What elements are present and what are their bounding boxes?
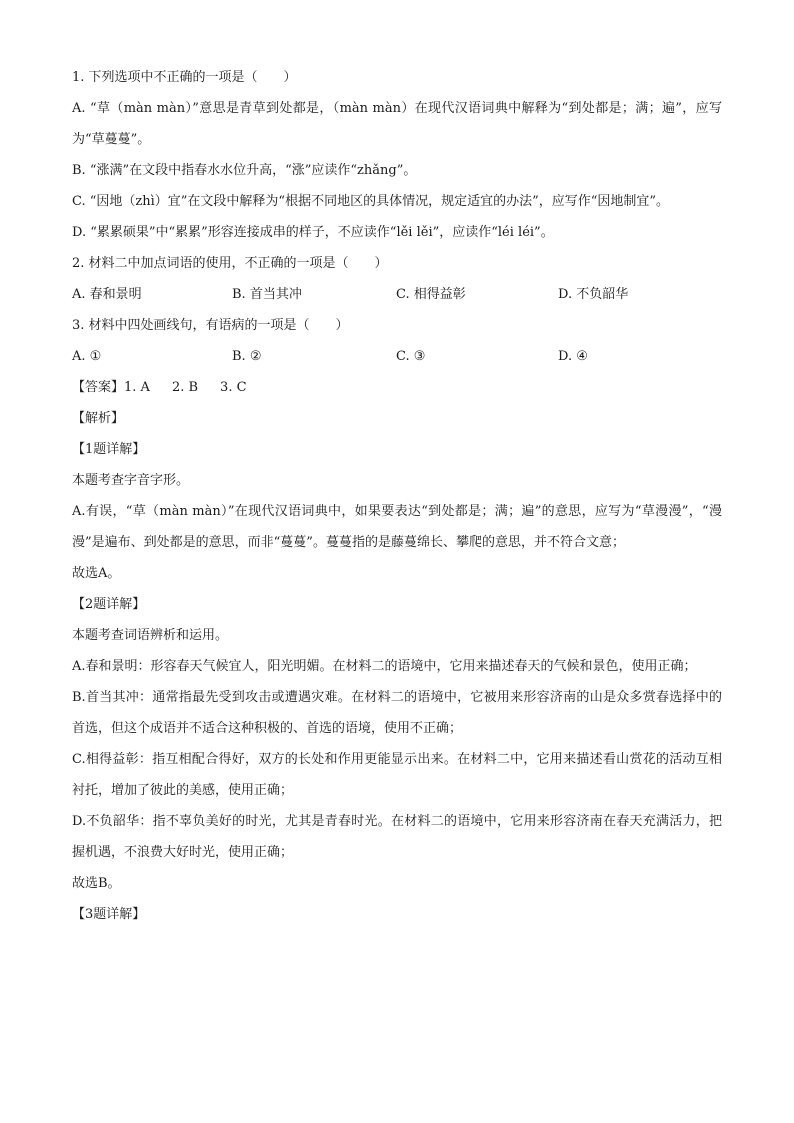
q2-options xyxy=(72,279,722,310)
q2-option-a: A. 春和景明 xyxy=(72,287,142,302)
detail-1-item-a: A.有误，“草（màn màn）”在现代汉语词典中，如果要表达“到处都是；满；遍”的意思，应写为“草漫漫”，“漫漫”是遍布、到处都是的意思，而非“蔓蔓”。蔓蔓指的是藤蔓绵长、攀爬的意思，并不符合文意； xyxy=(72,504,722,550)
detail-3-title: 【3题详解】 xyxy=(72,907,146,922)
detail-2-intro: 本题考查词语辨析和运用。 xyxy=(72,628,229,643)
detail-2-item-c: C.相得益彰：指互相配合得好，双方的长处和作用更能显示出来。在材料二中，它用来描述看山赏花的活动互相衬托，增加了彼此的美感，使用正确； xyxy=(72,752,722,798)
q1-option-b: B. “涨满”在文段中指春水水位升高，“涨”应读作“zhǎng”。 xyxy=(72,163,417,178)
q1-option-d: D. “累累硕果”中“累累”形容连接成串的样子，不应读作“lěi lěi”，应读作“léi léi”。 xyxy=(72,225,554,240)
document-page xyxy=(72,62,722,930)
q3-option-a: A. ① xyxy=(72,349,102,364)
detail-2-choice: 故选B。 xyxy=(72,876,121,891)
detail-2-item-a: A.春和景明：形容春天气候宜人，阳光明媚。在材料二的语境中，它用来描述春天的气候和景色，使用正确； xyxy=(72,659,697,674)
q1-option-c: C. “因地（zhì）宜”在文段中解释为“根据不同地区的具体情况，规定适宜的办法”，应写作“因地制宜”。 xyxy=(72,194,670,209)
q1-option-a: A. “草（màn màn）”意思是青草到处都是，（màn màn）在现代汉语词典中解释为“到处都是；满；遍”，应写为“草蔓蔓”。 xyxy=(72,101,722,147)
q3-option-c: C. ③ xyxy=(396,349,426,364)
q3-options xyxy=(72,341,722,372)
answer-3: 3. C xyxy=(220,380,247,395)
q3-option-b: B. ② xyxy=(232,349,262,364)
detail-1-choice: 故选A。 xyxy=(72,566,121,581)
q2-option-c: C. 相得益彰 xyxy=(396,287,466,302)
q2-option-d: D. 不负韶华 xyxy=(558,287,629,302)
detail-1-intro: 本题考查字音字形。 xyxy=(72,473,190,488)
answer-2: 2. B xyxy=(171,380,199,395)
answer-1: 1. A xyxy=(124,380,150,395)
detail-2-item-b: B.首当其冲：通常指最先受到攻击或遭遇灾难。在材料二的语境中，它被用来形容济南的山是众多赏春选择中的首选，但这个成语并不适合这种积极的、首选的语境，使用不正确； xyxy=(72,690,722,736)
analysis-heading: 【解析】 xyxy=(72,411,125,426)
q2-stem: 2. 材料二中加点词语的使用，不正确的一项是（ ） xyxy=(72,256,388,271)
answer-line xyxy=(72,372,722,403)
detail-2-item-d: D.不负韶华：指不辜负美好的时光，尤其是青春时光。在材料二的语境中，它用来形容济南在春天充满活力，把握机遇，不浪费大好时光，使用正确； xyxy=(72,814,722,860)
q3-option-d: D. ④ xyxy=(558,349,588,364)
q3-stem: 3. 材料中四处画线句，有语病的一项是（ ） xyxy=(72,318,349,333)
q2-option-b: B. 首当其冲 xyxy=(232,287,302,302)
q1-stem: 1. 下列选项中不正确的一项是（ ） xyxy=(72,70,297,85)
detail-2-title: 【2题详解】 xyxy=(72,597,146,612)
detail-1-title: 【1题详解】 xyxy=(72,442,146,457)
answer-tag: 【答案】 xyxy=(72,380,125,395)
